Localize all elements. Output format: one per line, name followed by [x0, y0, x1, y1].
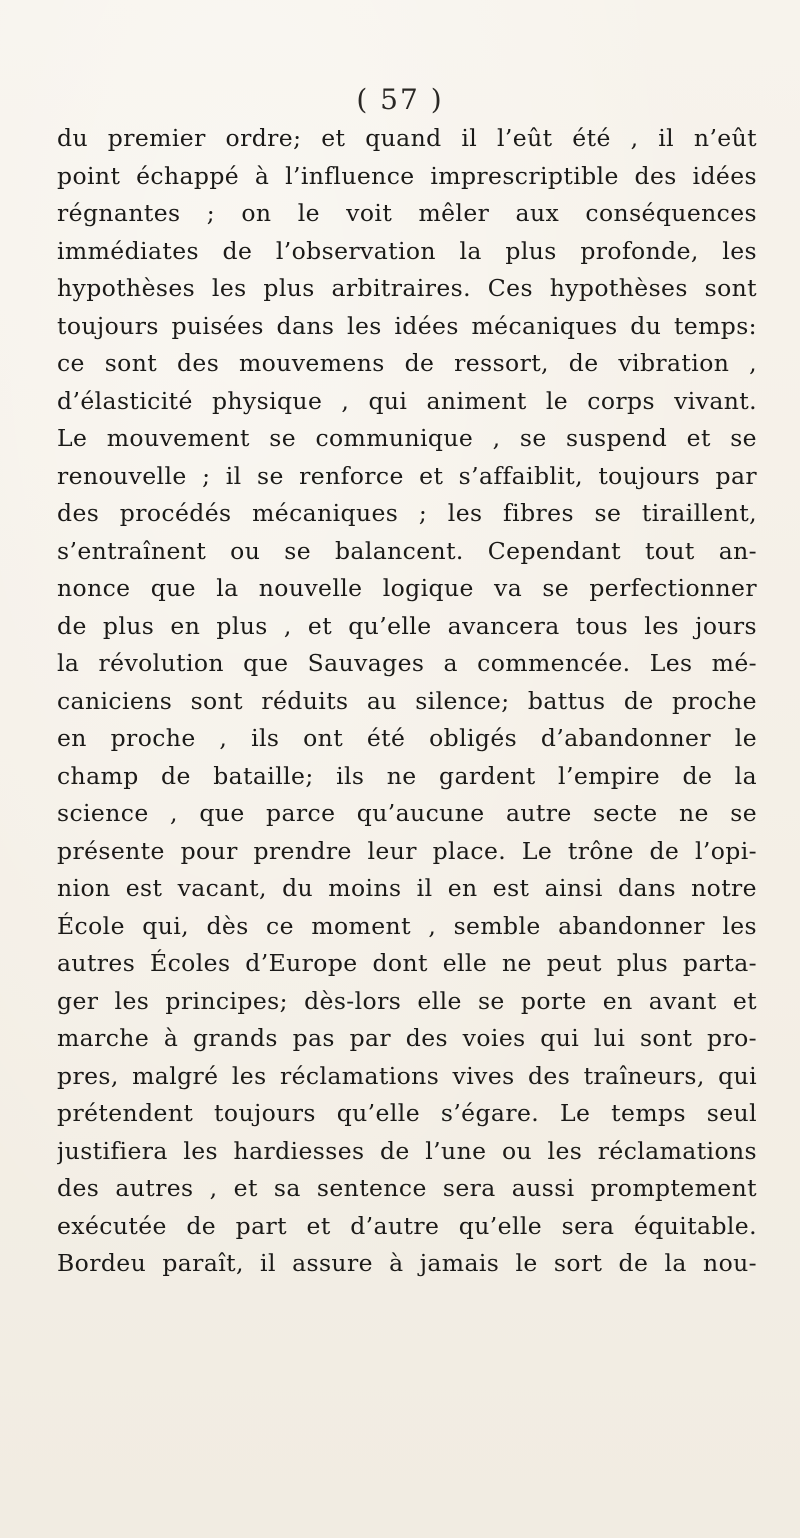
text-line: exécutée de part et d’autre qu’elle sera équitable.	[57, 1211, 757, 1240]
text-line: pres, malgré les réclamations vives des traîneurs, qui	[57, 1061, 757, 1090]
text-line: du premier ordre; et quand il l’eût été , il n’eût	[57, 124, 757, 152]
text-line: s’entraînent ou se balancent. Cependant tout an-	[57, 536, 757, 565]
page-number: ( 57 )	[356, 83, 444, 116]
text-line: Le mouvement se communique , se suspend et se	[57, 424, 757, 452]
text-line: justifiera les hardiesses de l’une ou les réclamations	[57, 1136, 757, 1165]
text-line: ger les principes; dès-lors elle se porte en avant et	[57, 986, 757, 1015]
text-line: des procédés mécaniques ; les fibres se tiraillent,	[57, 499, 757, 527]
text-line: École qui, dès ce moment , semble abandonner les	[57, 911, 757, 940]
text-line: en proche , ils ont été obligés d’abandonner le	[57, 724, 757, 752]
text-line: immédiates de l’observation la plus profonde, les	[57, 236, 757, 265]
text-line: ce sont des mouvemens de ressort, de vibration ,	[57, 349, 757, 377]
text-line: de plus en plus , et qu’elle avancera tous les jours	[57, 611, 757, 640]
text-line: prétendent toujours qu’elle s’égare. Le temps seul	[57, 1099, 757, 1127]
text-line: nion est vacant, du moins il en est ainsi dans notre	[57, 874, 757, 902]
text-line: régnantes ; on le voit mêler aux conséquences	[57, 199, 757, 227]
text-line: point échappé à l’influence imprescriptible des idées	[57, 161, 757, 190]
text-line: science , que parce qu’aucune autre secte ne se	[57, 799, 757, 827]
text-line: hypothèses les plus arbitraires. Ces hypothèses sont	[57, 274, 757, 302]
text-line: nonce que la nouvelle logique va se perfectionner	[57, 574, 757, 602]
text-line: renouvelle ; il se renforce et s’affaiblit, toujours par	[57, 461, 757, 490]
text-line: marche à grands pas par des voies qui lui sont pro-	[57, 1024, 757, 1052]
text-line: champ de bataille; ils ne gardent l’empire de la	[57, 761, 757, 790]
text-line: la révolution que Sauvages a commencée. Les mé-	[57, 649, 757, 677]
text-line: autres Écoles d’Europe dont elle ne peut plus parta-	[57, 949, 757, 977]
text-line: présente pour prendre leur place. Le trône de l’opi-	[57, 836, 757, 865]
text-line: Bordeu paraît, il assure à jamais le sort de la nou-	[57, 1249, 757, 1277]
body-text	[57, 120, 757, 1283]
text-line: toujours puisées dans les idées mécaniques du temps:	[57, 311, 757, 340]
text-line: d’élasticité physique , qui animent le corps vivant.	[57, 386, 757, 415]
text-line: caniciens sont réduits au silence; battus de proche	[57, 686, 757, 715]
text-line: des autres , et sa sentence sera aussi promptement	[57, 1174, 757, 1202]
